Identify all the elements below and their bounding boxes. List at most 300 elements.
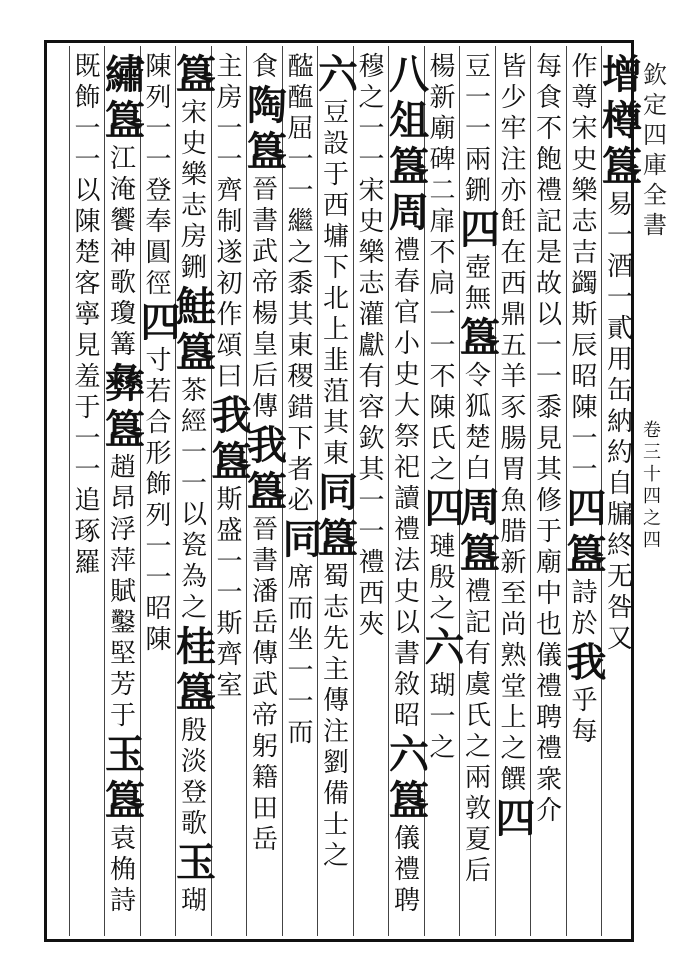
body-char: 豆 <box>464 52 491 82</box>
body-char: 兩 <box>464 145 491 175</box>
body-char: 又 <box>606 624 633 654</box>
body-char: 室 <box>216 671 243 701</box>
margin-title-char: 庫 <box>643 151 667 179</box>
body-char: 于 <box>74 393 101 423</box>
body-char: 一 <box>535 362 562 392</box>
body-char: 西 <box>500 269 527 299</box>
body-char: 岳 <box>251 608 278 638</box>
head-word-char: 玉 <box>176 839 216 886</box>
body-char: 不 <box>429 362 456 392</box>
body-char: 魚 <box>500 486 527 516</box>
text-column <box>105 51 145 917</box>
text-column <box>354 52 390 641</box>
body-char: 其 <box>322 408 349 438</box>
body-char: 帝 <box>251 701 278 731</box>
body-char: 而 <box>287 718 314 748</box>
body-char: 皇 <box>251 330 278 360</box>
body-char: 劉 <box>322 748 349 778</box>
body-char: 一 <box>216 114 243 144</box>
body-char: 一 <box>535 331 562 361</box>
body-char: 后 <box>464 856 491 886</box>
body-char: 琢 <box>74 517 101 547</box>
body-char: 袁 <box>109 824 136 854</box>
body-char: 之 <box>429 594 456 624</box>
body-char: 亦 <box>500 176 527 206</box>
body-char: 錯 <box>287 393 314 423</box>
body-char: 辰 <box>571 331 598 361</box>
body-char: 腊 <box>500 517 527 547</box>
body-char: 屈 <box>287 114 314 144</box>
body-char: 廟 <box>429 114 456 144</box>
head-word-char: 簋 <box>389 777 429 824</box>
head-word-char: 增 <box>602 51 642 98</box>
head-word-char: 周 <box>460 484 500 531</box>
body-char: 詩 <box>109 886 136 916</box>
body-char: 扃 <box>429 269 456 299</box>
body-char: 書 <box>251 546 278 576</box>
body-char: 用 <box>606 345 633 375</box>
body-char: 坐 <box>287 625 314 655</box>
body-char: 新 <box>429 83 456 113</box>
body-char: 于 <box>322 160 349 190</box>
body-char: 歌 <box>109 268 136 298</box>
body-char: 少 <box>500 83 527 113</box>
body-char: 若 <box>145 377 172 407</box>
body-char: 繼 <box>287 207 314 237</box>
body-char: 茶 <box>180 376 207 406</box>
body-char: 下 <box>287 424 314 454</box>
body-char: 容 <box>358 393 385 423</box>
body-char: 寸 <box>145 346 172 376</box>
body-char: 是 <box>535 238 562 268</box>
body-char: 一 <box>287 656 314 686</box>
margin-title-char: 定 <box>643 91 667 119</box>
body-char: 一 <box>145 114 172 144</box>
margin-title-char: 書 <box>643 211 667 239</box>
body-char: 一 <box>429 702 456 732</box>
body-char: 二 <box>429 176 456 206</box>
head-word-char: 我 <box>247 422 287 469</box>
body-char: 齊 <box>216 640 243 670</box>
body-char: 上 <box>500 703 527 733</box>
body-char: 斯 <box>216 609 243 639</box>
text-column <box>424 52 465 764</box>
head-word-char: 四 <box>424 485 465 532</box>
head-word-char: 簋 <box>460 530 500 577</box>
body-char: 敦 <box>464 794 491 824</box>
head-word-char: 簋 <box>247 468 287 515</box>
body-char: 先 <box>322 624 349 654</box>
body-char: 羊 <box>500 362 527 392</box>
body-char: 之 <box>429 733 456 763</box>
text-column <box>389 51 429 917</box>
body-char: 一 <box>287 176 314 206</box>
body-char: 尊 <box>571 83 598 113</box>
body-char: 之 <box>180 593 207 623</box>
body-char: 令 <box>464 361 491 391</box>
body-char: 羞 <box>74 362 101 392</box>
body-char: 儀 <box>393 824 420 854</box>
body-char: 楊 <box>251 299 278 329</box>
body-char: 楚 <box>464 423 491 453</box>
body-char: 飽 <box>535 145 562 175</box>
body-char: 潘 <box>251 577 278 607</box>
head-word-char: 樽 <box>602 97 642 144</box>
head-word-char: 六 <box>389 731 429 778</box>
body-char: 小 <box>393 329 420 359</box>
body-char: 鉶 <box>180 253 207 283</box>
body-char: 必 <box>287 486 314 516</box>
text-column <box>566 52 607 748</box>
body-char: 禮 <box>393 515 420 545</box>
body-char: 法 <box>393 546 420 576</box>
body-char: 殷 <box>180 716 207 746</box>
text-column <box>531 52 567 827</box>
body-char: 一 <box>74 145 101 175</box>
body-char: 約 <box>606 438 633 468</box>
body-char: 不 <box>535 114 562 144</box>
body-char: 追 <box>74 486 101 516</box>
body-char: 士 <box>322 810 349 840</box>
body-char: 志 <box>180 191 207 221</box>
body-char: 虞 <box>464 670 491 700</box>
body-char: 晉 <box>251 175 278 205</box>
body-char: 奉 <box>145 207 172 237</box>
body-char: 初 <box>216 269 243 299</box>
body-char: 合 <box>145 408 172 438</box>
body-char: 吉 <box>571 238 598 268</box>
body-char: 史 <box>180 129 207 159</box>
body-char: 鑿 <box>109 608 136 638</box>
body-char: 東 <box>287 331 314 361</box>
head-word-char: 我 <box>566 639 607 686</box>
body-char: 一 <box>464 114 491 144</box>
head-word-char: 周 <box>389 189 429 236</box>
body-char: 缶 <box>606 376 633 406</box>
body-char: 見 <box>535 424 562 454</box>
body-char: 主 <box>322 655 349 685</box>
body-char: 以 <box>74 176 101 206</box>
body-char: 讀 <box>393 484 420 514</box>
body-char: 聘 <box>393 886 420 916</box>
body-char: 于 <box>535 517 562 547</box>
body-char: 有 <box>464 639 491 669</box>
head-word-char: 簋 <box>247 128 287 175</box>
body-char: 萍 <box>109 546 136 576</box>
head-word-char: 彝 <box>105 360 145 407</box>
head-word-char: 桂 <box>176 623 216 670</box>
body-char: 聘 <box>535 703 562 733</box>
body-char: 陳 <box>429 393 456 423</box>
body-char: 納 <box>606 407 633 437</box>
body-char: 作 <box>216 300 243 330</box>
body-char: 酒 <box>606 252 633 282</box>
head-word-char: 四 <box>495 795 536 842</box>
body-char: 灌 <box>358 300 385 330</box>
text-column <box>602 51 642 655</box>
body-char: 瓷 <box>180 531 207 561</box>
body-char: 氏 <box>464 701 491 731</box>
body-char: 于 <box>109 701 136 731</box>
head-word-char: 鮭 <box>176 283 216 330</box>
body-char: 每 <box>571 717 598 747</box>
body-char: 斯 <box>571 300 598 330</box>
head-word-char: 玉 <box>105 731 145 778</box>
body-char: 介 <box>535 796 562 826</box>
body-char: 胃 <box>500 455 527 485</box>
head-word-char: 同 <box>318 469 358 516</box>
body-char: 曰 <box>216 362 243 392</box>
body-char: 瑚 <box>429 671 456 701</box>
body-char: 既 <box>74 52 101 82</box>
body-char: 璉 <box>429 532 456 562</box>
body-char: 注 <box>500 145 527 175</box>
body-char: 蜀 <box>322 562 349 592</box>
body-char: 史 <box>393 577 420 607</box>
text-column <box>140 52 181 656</box>
body-char: 書 <box>251 206 278 236</box>
body-char: 傳 <box>251 392 278 422</box>
body-char: 一 <box>571 455 598 485</box>
body-char: 鉶 <box>464 176 491 206</box>
body-char: 武 <box>251 670 278 700</box>
body-char: 陳 <box>571 393 598 423</box>
body-char: 岳 <box>251 825 278 855</box>
head-word-char: 簋 <box>105 777 145 824</box>
body-char: 徑 <box>145 269 172 299</box>
body-char: 以 <box>535 300 562 330</box>
head-word-char: 簋 <box>318 515 358 562</box>
body-char: 狐 <box>464 392 491 422</box>
body-char: 中 <box>535 579 562 609</box>
body-char: 一 <box>571 424 598 454</box>
body-char: 一 <box>145 532 172 562</box>
body-char: 瑚 <box>180 886 207 916</box>
body-char: 上 <box>322 315 349 345</box>
body-char: 一 <box>180 438 207 468</box>
body-char: 兩 <box>464 763 491 793</box>
body-char: 衆 <box>535 765 562 795</box>
body-char: 宋 <box>358 176 385 206</box>
body-char: 禮 <box>535 672 562 702</box>
head-word-char: 簋 <box>566 531 607 578</box>
body-char: 扉 <box>429 207 456 237</box>
body-char: 祀 <box>393 453 420 483</box>
body-char: 一 <box>287 145 314 175</box>
body-char: 樂 <box>180 160 207 190</box>
body-char: 田 <box>251 794 278 824</box>
body-char: 食 <box>535 83 562 113</box>
body-char: 之 <box>429 455 456 485</box>
body-char: 菹 <box>322 377 349 407</box>
body-char: 樂 <box>358 238 385 268</box>
body-char: 一 <box>216 547 243 577</box>
body-char: 終 <box>606 531 633 561</box>
body-char: 飾 <box>145 470 172 500</box>
body-char: 瓊 <box>109 299 136 329</box>
fold-label-char: 三 <box>643 442 661 463</box>
head-word-char: 六 <box>318 51 358 98</box>
body-char: 皆 <box>500 52 527 82</box>
body-char: 列 <box>145 83 172 113</box>
body-char: 記 <box>464 608 491 638</box>
body-char: 書 <box>393 639 420 669</box>
body-char: 黍 <box>287 269 314 299</box>
head-word-char: 簋 <box>460 314 500 361</box>
margin-title-char: 全 <box>643 181 667 209</box>
body-char: 氏 <box>429 424 456 454</box>
body-char: 傳 <box>322 686 349 716</box>
head-word-char: 陶 <box>247 82 287 129</box>
body-char: 昭 <box>145 594 172 624</box>
body-char: 北 <box>322 284 349 314</box>
body-char: 之 <box>358 83 385 113</box>
body-char: 齊 <box>216 176 243 206</box>
body-char: 於 <box>571 609 598 639</box>
body-char: 志 <box>358 269 385 299</box>
body-char: 墉 <box>322 222 349 252</box>
body-char: 制 <box>216 207 243 237</box>
head-word-char: 六 <box>424 624 465 671</box>
body-char: 白 <box>464 454 491 484</box>
body-char: 宋 <box>571 114 598 144</box>
body-char: 豕 <box>500 393 527 423</box>
head-word-char: 簋 <box>389 143 429 190</box>
body-char: 自 <box>606 469 633 499</box>
body-char: 禮 <box>393 236 420 266</box>
head-word-char: 簋 <box>211 438 252 485</box>
body-char: 其 <box>358 455 385 485</box>
body-char: 列 <box>145 501 172 531</box>
body-char: 堅 <box>109 639 136 669</box>
body-char: 陳 <box>145 52 172 82</box>
body-char: 之 <box>287 238 314 268</box>
body-char: 一 <box>358 486 385 516</box>
body-char: 史 <box>393 360 420 390</box>
body-char: 牢 <box>500 114 527 144</box>
body-char: 寧 <box>74 300 101 330</box>
body-char: 易 <box>606 190 633 220</box>
body-char: 經 <box>180 407 207 437</box>
body-char: 之 <box>500 734 527 764</box>
body-char: 獻 <box>358 331 385 361</box>
fold-label <box>637 420 667 552</box>
body-char: 作 <box>571 52 598 82</box>
body-char: 修 <box>535 486 562 516</box>
head-word-char: 簋 <box>176 669 216 716</box>
body-char: 其 <box>287 300 314 330</box>
body-char: 咎 <box>606 593 633 623</box>
body-char: 后 <box>251 361 278 391</box>
head-word-char: 八 <box>389 51 429 98</box>
body-char: 穆 <box>358 52 385 82</box>
margin-title <box>637 60 673 240</box>
body-char: 一 <box>216 578 243 608</box>
body-char: 黍 <box>535 393 562 423</box>
body-char: 一 <box>287 687 314 717</box>
body-char: 昭 <box>571 362 598 392</box>
body-char: 房 <box>216 83 243 113</box>
body-char: 其 <box>535 455 562 485</box>
body-char: 席 <box>287 563 314 593</box>
body-char: 西 <box>322 191 349 221</box>
body-char: 豆 <box>322 98 349 128</box>
body-char: 稷 <box>287 362 314 392</box>
text-column <box>495 52 536 842</box>
head-word-char: 繡 <box>105 51 145 98</box>
head-word-char: 同 <box>282 516 323 563</box>
body-char: 武 <box>251 237 278 267</box>
head-word-char: 簋 <box>105 406 145 453</box>
fold-label-char: 之 <box>643 508 661 529</box>
body-char: 一 <box>145 563 172 593</box>
body-char: 見 <box>74 331 101 361</box>
body-char: 禮 <box>535 176 562 206</box>
body-char: 躬 <box>251 732 278 762</box>
body-char: 志 <box>322 593 349 623</box>
head-word-char: 簋 <box>602 143 642 190</box>
body-char: 一 <box>358 145 385 175</box>
body-char: 禮 <box>464 577 491 607</box>
body-char: 官 <box>393 298 420 328</box>
body-char: 淡 <box>180 747 207 777</box>
text-column <box>247 52 287 856</box>
body-char: 昂 <box>109 484 136 514</box>
body-char: 昭 <box>393 701 420 731</box>
body-char: 无 <box>606 562 633 592</box>
body-char: 史 <box>571 145 598 175</box>
body-char: 羅 <box>74 548 101 578</box>
body-char: 陳 <box>145 625 172 655</box>
body-char: 一 <box>429 331 456 361</box>
body-char: 形 <box>145 439 172 469</box>
head-word-char: 我 <box>211 392 252 439</box>
body-char: 桷 <box>109 855 136 885</box>
body-char: 斯 <box>216 485 243 515</box>
body-char: 禮 <box>393 855 420 885</box>
body-char: 圓 <box>145 238 172 268</box>
body-char: 詩 <box>571 578 598 608</box>
body-char: 一 <box>358 114 385 144</box>
body-char: 無 <box>464 284 491 314</box>
body-char: 登 <box>180 778 207 808</box>
body-char: 五 <box>500 331 527 361</box>
margin-title-char: 四 <box>643 121 667 149</box>
body-char: 而 <box>287 594 314 624</box>
body-char: 備 <box>322 779 349 809</box>
body-char: 淹 <box>109 175 136 205</box>
body-char: 一 <box>606 283 633 313</box>
body-char: 夏 <box>464 825 491 855</box>
head-word-char: 簋 <box>105 97 145 144</box>
body-char: 尚 <box>500 610 527 640</box>
body-char: 飾 <box>74 83 101 113</box>
head-word-char: 四 <box>566 485 607 532</box>
fold-label-char: 四 <box>643 486 661 507</box>
text-column <box>282 52 323 749</box>
margin-title-char: 欽 <box>643 61 667 89</box>
body-char: 芳 <box>109 670 136 700</box>
body-char: 故 <box>535 269 562 299</box>
body-char: 每 <box>535 52 562 82</box>
body-char: 為 <box>180 562 207 592</box>
body-char: 碑 <box>429 145 456 175</box>
body-char: 食 <box>251 52 278 82</box>
body-char: 以 <box>393 608 420 638</box>
body-char: 客 <box>74 269 101 299</box>
body-char: 設 <box>322 129 349 159</box>
head-word-char: 簋 <box>176 51 216 98</box>
